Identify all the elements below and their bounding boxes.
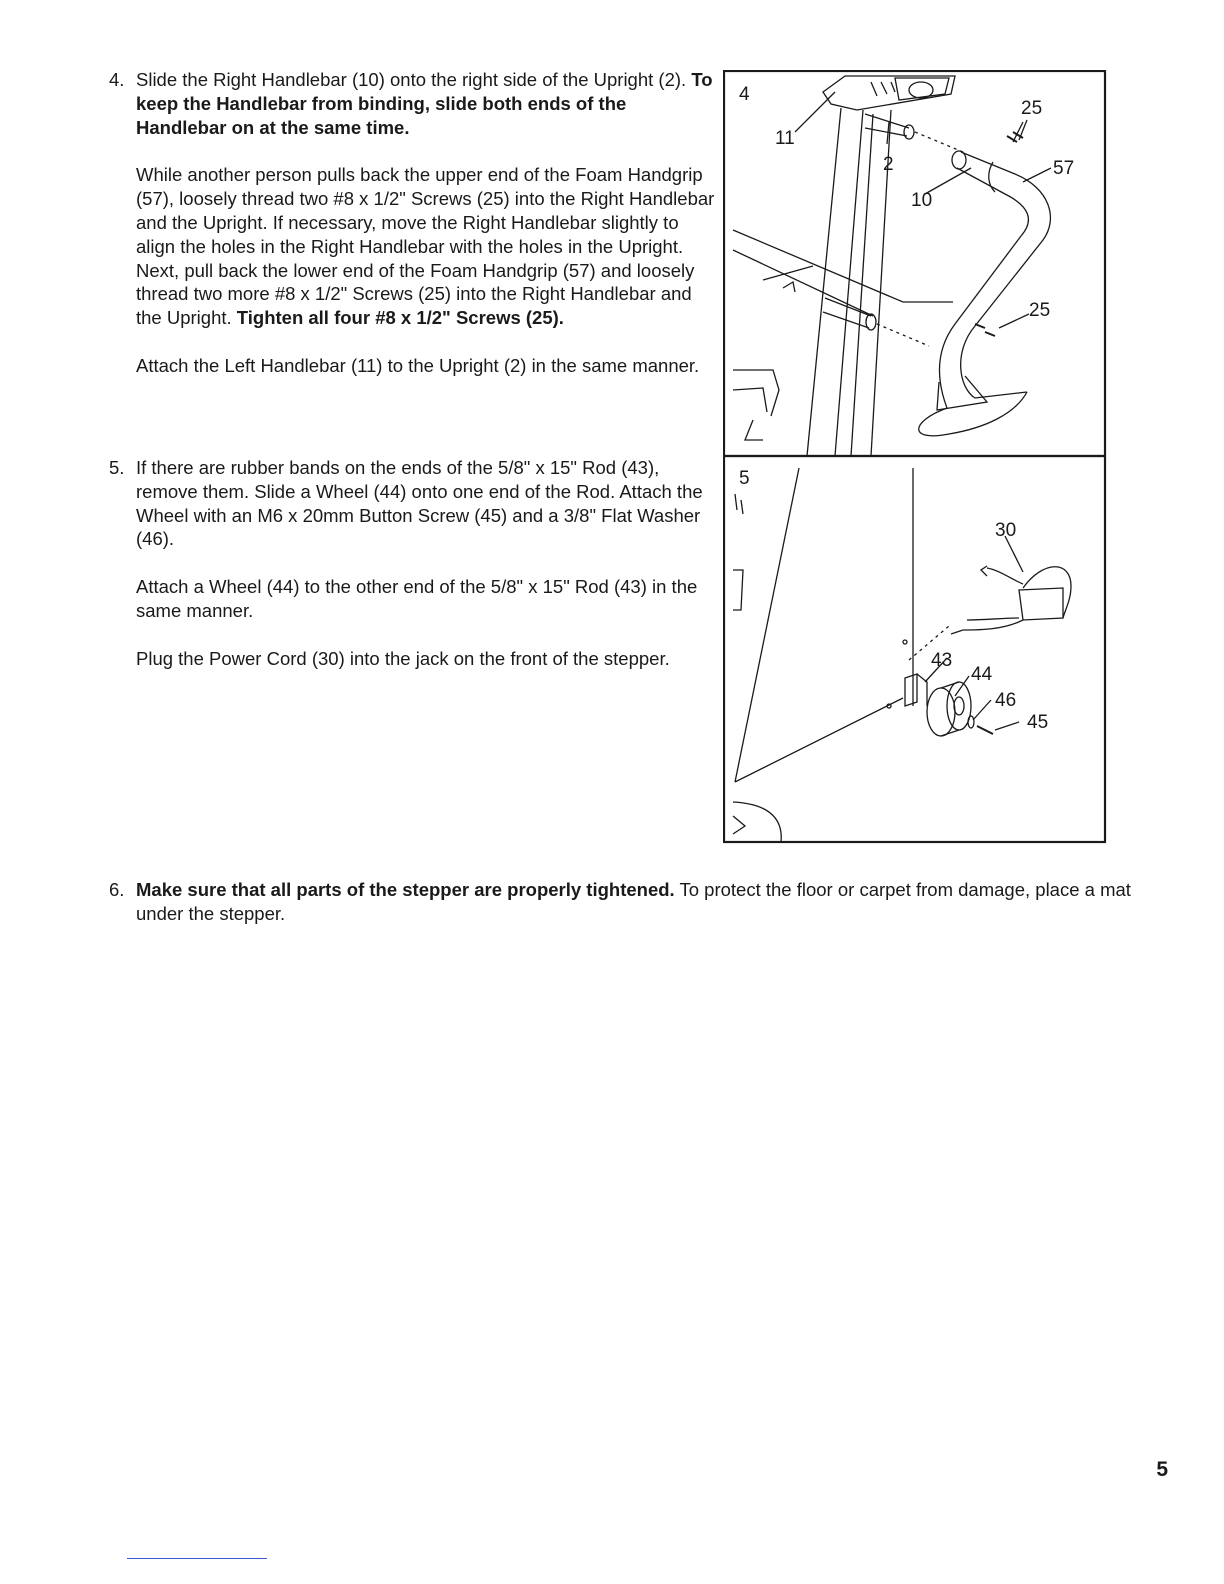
assembly-step-5 [109,456,716,671]
callout-43: 43 [931,650,953,671]
step-4-paragraph-1: Slide the Right Handlebar (10) onto the right side of the Upright (2). To keep the Handlebar from binding, slide both ends of the Handlebar on at the same time. [136,69,713,138]
figure-5-step-label: 5 [739,468,750,489]
callout-46: 46 [995,690,1017,711]
step-6-warning: Make sure that all parts of the stepper are properly tightened. [136,879,675,900]
callout-10: 10 [911,190,933,211]
callout-44: 44 [971,664,993,685]
step-6-paragraph: Make sure that all parts of the stepper are properly tightened. To protect the floor or carpet from damage, place a mat under the stepper. [136,879,1131,924]
callout-25-bottom: 25 [1029,300,1051,321]
figure-5-drawing [733,468,1071,842]
figure-4-step-label: 4 [739,84,750,105]
callout-2: 2 [883,154,894,175]
callout-45: 45 [1027,712,1049,733]
assembly-figures [723,70,1107,844]
step-5-paragraph-2: Attach a Wheel (44) to the other end of the 5/8" x 15" Rod (43) in the same manner. [136,576,698,621]
step-number: 4. [109,69,125,90]
footer-rule [127,1558,267,1559]
step-4-warning: To keep the Handlebar from binding, slide both ends of the Handlebar on at the same time. [136,69,713,138]
step-4-paragraph-2: While another person pulls back the upper end of the Foam Handgrip (57), loosely thread two #8 x 1/2" Screws (25) into the Right Handlebar and the Upright. If necessary, move the Right Handlebar slightly to align the holes in the Right Handlebar with the holes in the Upright. Next, pull back the lower end of the Foam Handgrip (57) and loosely thread two more #8 x 1/2" Screws (25) into the Right Handlebar and the Upright. Tighten all four #8 x 1/2" Screws (25). [136,164,715,329]
step-5-paragraph-1: If there are rubber bands on the ends of the 5/8" x 15" Rod (43), remove them. Slide a Wheel (44) onto one end of the Rod. Attach the Wheel with an M6 x 20mm Button Screw (45) and a 3/8" Flat Washer (46). [136,457,703,550]
assembly-figure-svg [723,70,1107,844]
assembly-step-6 [109,878,1136,926]
callout-57: 57 [1053,158,1075,179]
callout-11: 11 [775,128,795,149]
callout-25-top: 25 [1021,98,1043,119]
figure-5-frame [724,456,1105,842]
step-number: 6. [109,879,125,900]
callout-30: 30 [995,520,1017,541]
step-4-paragraph-3: Attach the Left Handlebar (11) to the Upright (2) in the same manner. [136,354,700,376]
page-number: 5 [1156,1458,1168,1481]
assembly-step-4 [109,68,716,378]
step-number: 5. [109,457,125,478]
step-4-tighten-note: Tighten all four #8 x 1/2" Screws (25). [236,307,564,329]
step-5-paragraph-3: Plug the Power Cord (30) into the jack on the front of the stepper. [136,647,670,669]
